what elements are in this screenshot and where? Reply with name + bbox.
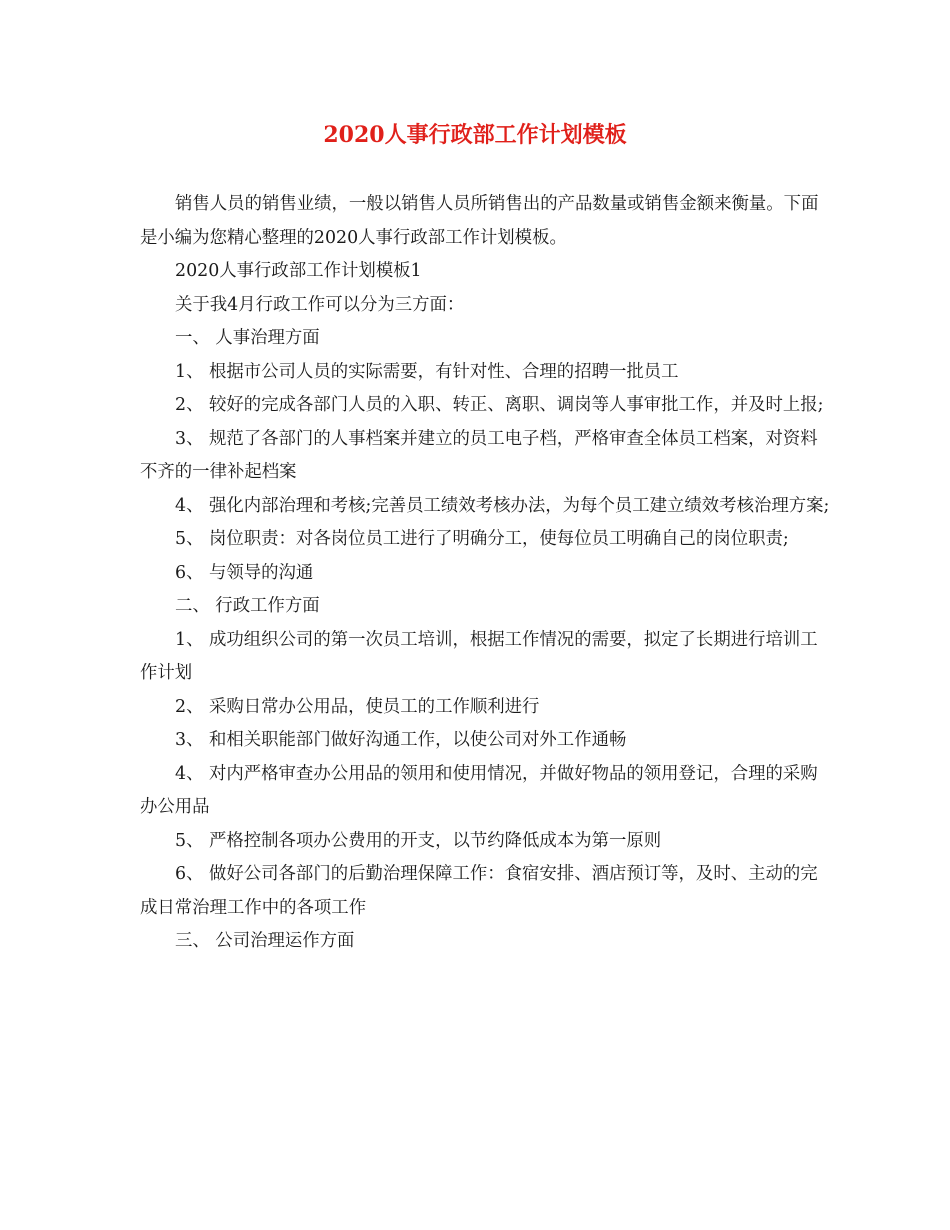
paragraph-intro: 销售人员的销售业绩，一般以销售人员所销售出的产品数量或销售金额来衡量。下面是小编为您精心整理的2020人事行政部工作计划模板。 [140, 194, 819, 248]
list-item: 3、 规范了各部门的人事档案并建立的员工电子档，严格审查全体员工档案，对资料不齐的一律补起档案 [140, 428, 818, 482]
section-heading-hr: 一、 人事治理方面 [175, 328, 320, 348]
document-title: 2020人事行政部工作计划模板 [323, 122, 627, 148]
list-item: 4、 对内严格审查办公用品的领用和使用情况，并做好物品的领用登记，合理的采购办公用品 [140, 763, 818, 817]
list-item: 5、 岗位职责：对各岗位员工进行了明确分工，使每位员工明确自己的岗位职责; [175, 529, 789, 549]
list-item: 4、 强化内部治理和考核;完善员工绩效考核办法，为每个员工建立绩效考核治理方案; [175, 495, 830, 516]
paragraph-template-heading: 2020人事行政部工作计划模板1 [175, 261, 422, 281]
list-item: 5、 严格控制各项办公费用的开支，以节约降低成本为第一原则 [175, 830, 662, 851]
section-heading-admin: 二、 行政工作方面 [175, 596, 320, 616]
list-item: 2、 采购日常办公用品，使员工的工作顺利进行 [175, 696, 540, 717]
list-item: 1、 成功组织公司的第一次员工培训，根据工作情况的需要，拟定了长期进行培训工作计划 [140, 629, 818, 683]
section-heading-operations: 三、 公司治理运作方面 [175, 931, 355, 951]
list-item: 3、 和相关职能部门做好沟通工作，以使公司对外工作通畅 [175, 730, 627, 750]
list-item: 2、 较好的完成各部门人员的入职、转正、离职、调岗等人事审批工作，并及时上报; [175, 395, 824, 415]
list-item: 1、 根据市公司人员的实际需要，有针对性、合理的招聘一批员工 [175, 361, 679, 382]
paragraph-overview: 关于我4月行政工作可以分为三方面： [175, 294, 465, 315]
list-item: 6、 与领导的沟通 [175, 562, 314, 583]
document-body [140, 188, 835, 959]
list-item: 6、 做好公司各部门的后勤治理保障工作：食宿安排、酒店预订等，及时、主动的完成日常治理工作中的各项工作 [140, 864, 818, 918]
